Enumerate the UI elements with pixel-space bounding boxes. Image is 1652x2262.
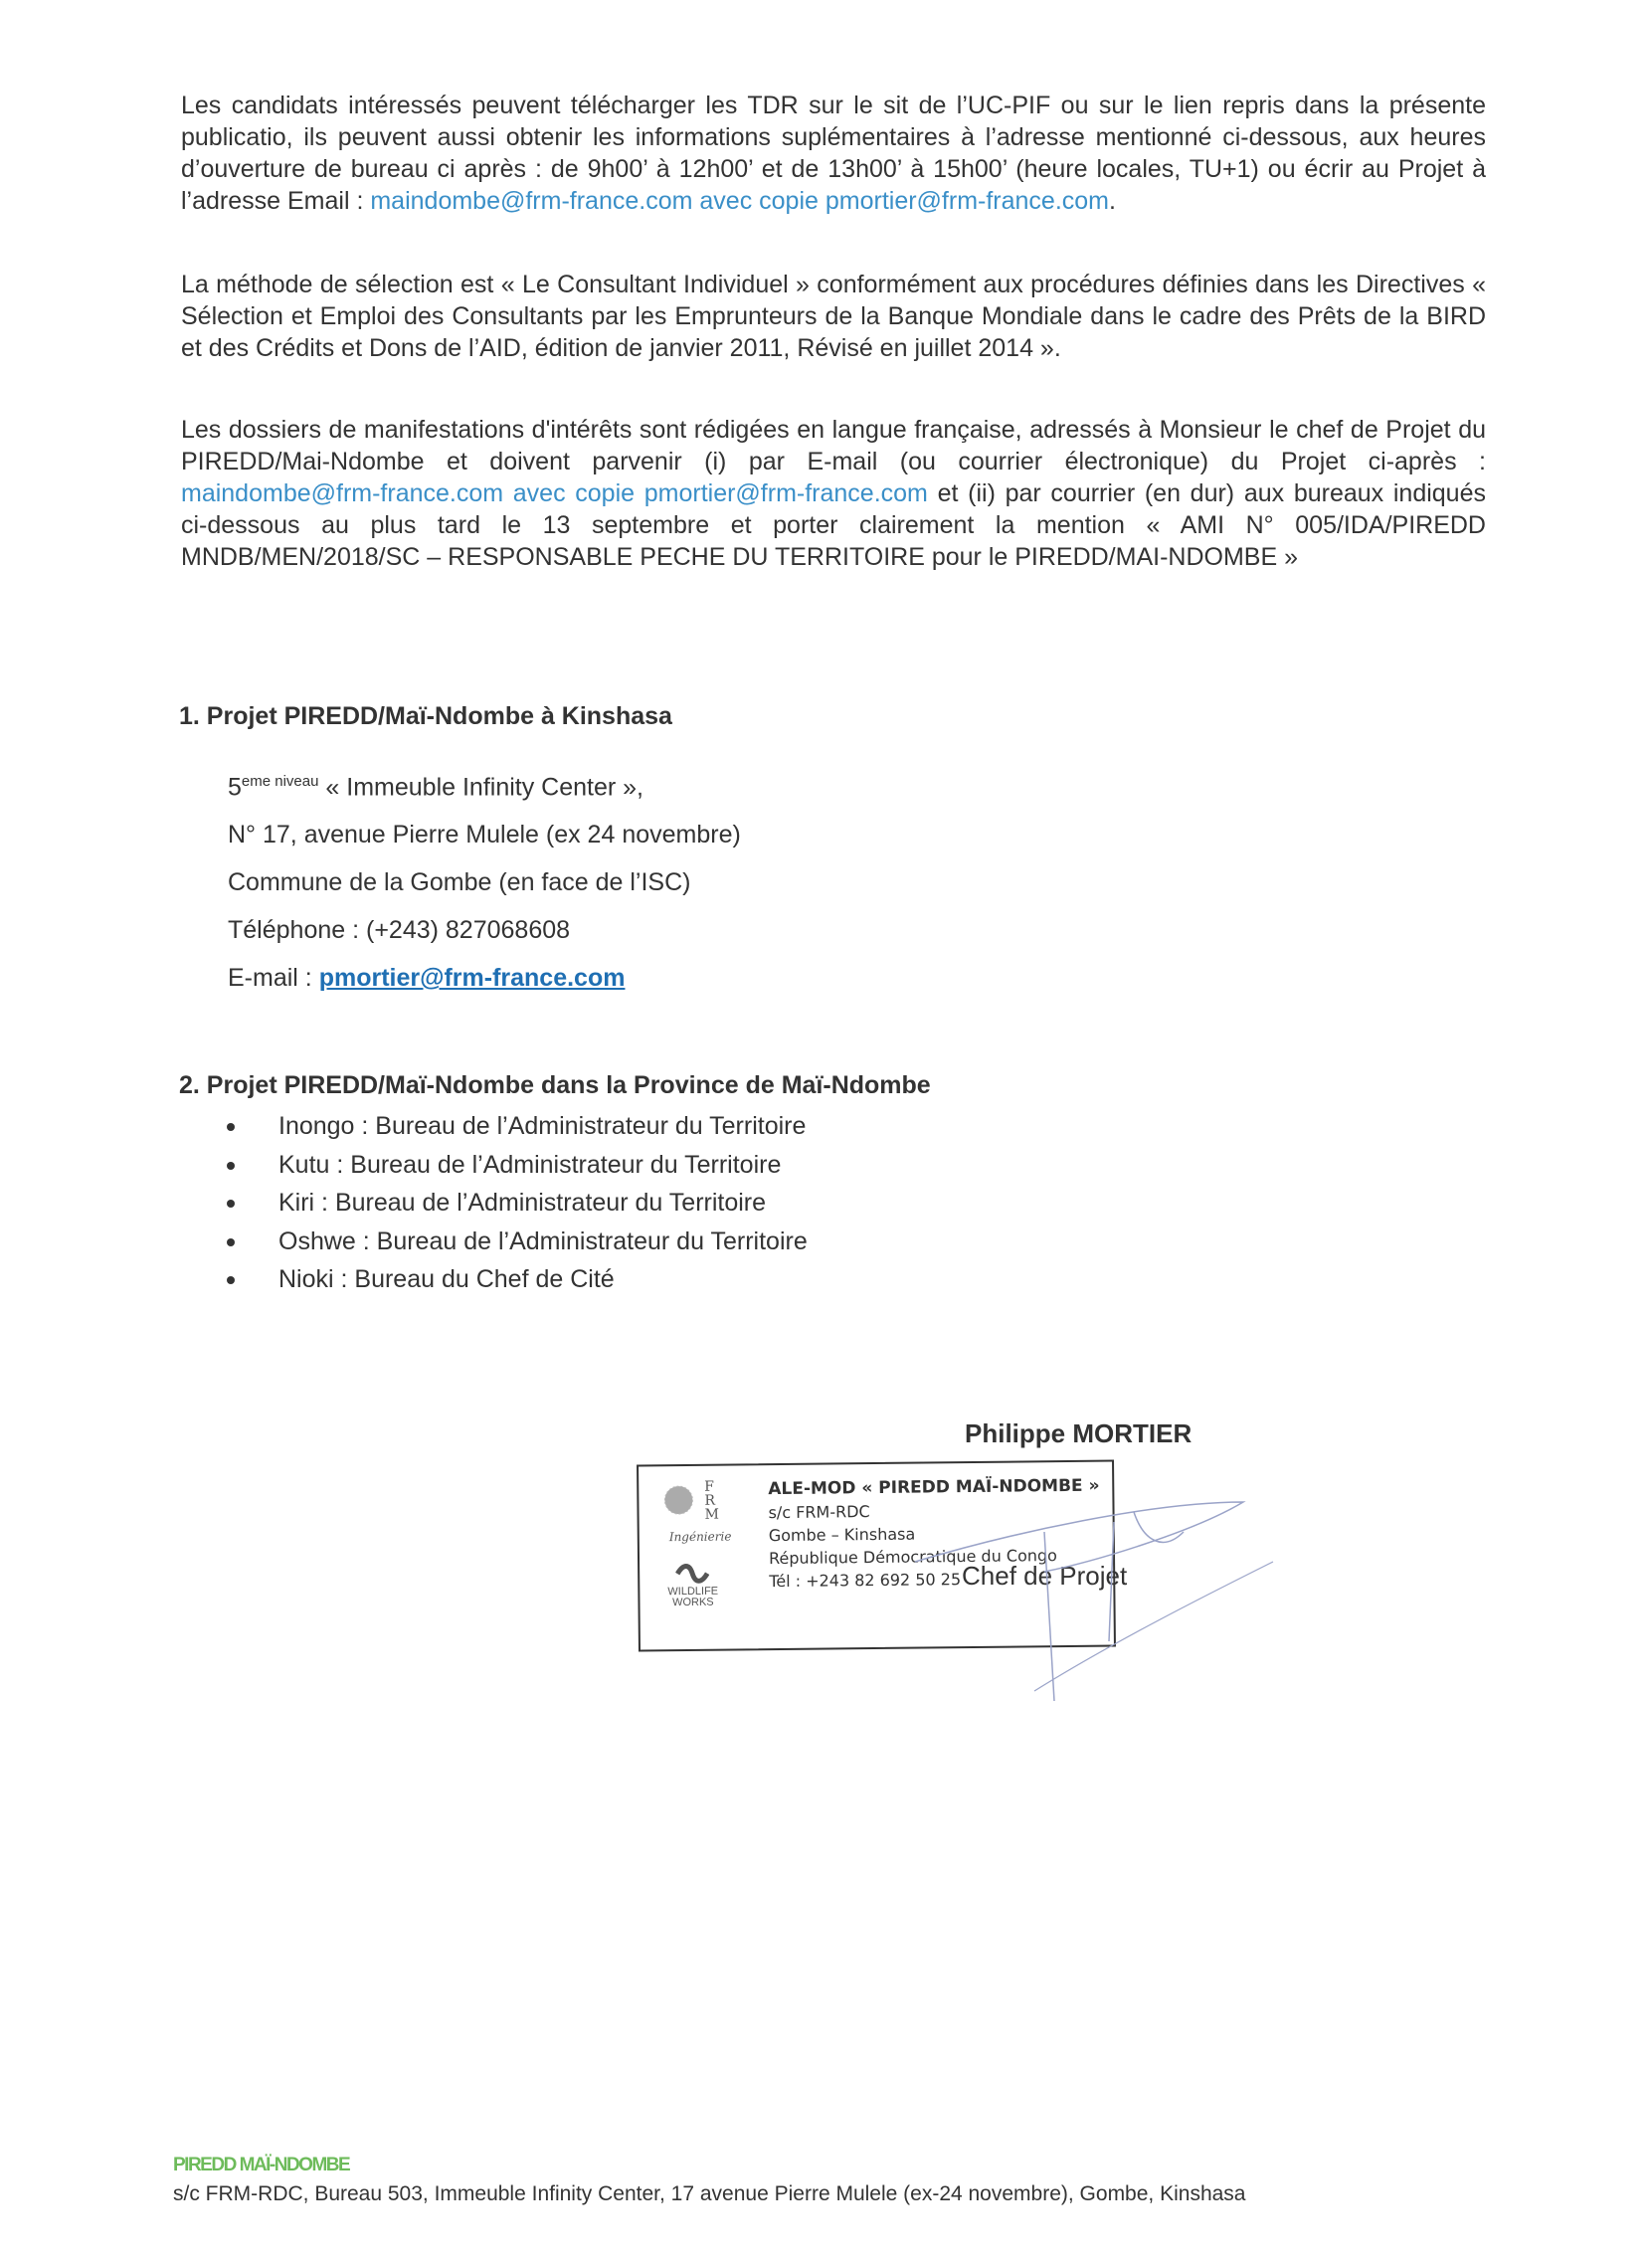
paragraph-text: Les dossiers de manifestations d'intérêts sont rédigées en langue française, adressés à Monsieur le chef de Projet du PIREDD/Mai-Ndombe et doivent parvenir (i) par E-mail (ou courrier électronique) du Projet ci-après :	[181, 416, 1486, 475]
stamp-line: s/c FRM-RDC	[768, 1502, 870, 1523]
office-list	[225, 1107, 808, 1299]
list-item: Kiri : Bureau de l’Administrateur du Territoire	[225, 1184, 808, 1223]
wave-icon	[675, 1564, 709, 1584]
floor-number: 5	[228, 773, 242, 802]
stamp-line: Gombe – Kinshasa	[768, 1524, 916, 1546]
list-item: Inongo : Bureau de l’Administrateur du Territoire	[225, 1107, 808, 1146]
paragraph-text: Les candidats intéressés peuvent télécharger les TDR sur le sit de l’UC-PIF ou sur le lien repris dans la présente publicatio, ils peuvent aussi obtenir les informations suplémentaires à l’adresse mentionné ci-dessous, aux heures d’ouverture de bureau ci après : de 9h00’ à 12h00’ et de 13h00’ à 15h00’ (heure locales, TU+1) ou écrir au Projet à l’adresse Email :	[181, 92, 1486, 215]
wildlife-works-logo: WILDLIFE WORKS	[667, 1564, 718, 1609]
email-link[interactable]: maindombe@frm-france.com avec copie pmortier@frm-france.com	[370, 187, 1109, 215]
paragraph-text: et (ii) par courrier (en dur) aux bureaux indiqués ci-dessous au plus tard le 13 septembre et porter clairement la mention « AMI N° 005/IDA/PIREDD MNDB/MEN/2018/SC – RESPONSABLE PECHE DU TERRITOIRE pour le PIREDD/MAI-NDOMBE »	[181, 479, 1486, 571]
globe-icon	[658, 1480, 702, 1520]
floor-suffix: eme niveau	[241, 773, 319, 790]
list-item: Oshwe : Bureau de l’Administrateur du Territoire	[225, 1223, 808, 1261]
frm-logo: F R M Ingénierie	[658, 1480, 729, 1551]
footer-address: s/c FRM-RDC, Bureau 503, Immeuble Infinity Center, 17 avenue Pierre Mulele (ex-24 novembre), Gombe, Kinshasa	[173, 2182, 1246, 2205]
signatory-name: Philippe MORTIER	[965, 1418, 1193, 1448]
email-label: E-mail :	[228, 964, 319, 993]
handwritten-signature	[895, 1472, 1293, 1711]
paragraph-text: .	[1109, 187, 1116, 215]
footer-brand: PIREDD MAÏ-NDOMBE	[173, 2155, 350, 2175]
signatory-role: Chef de Projet	[962, 1561, 1128, 1591]
kinshasa-address	[228, 758, 741, 1002]
section-heading-kinshasa: 1. Projet PIREDD/Maï-Ndombe à Kinshasa	[179, 702, 672, 730]
section-heading-province: 2. Projet PIREDD/Maï-Ndombe dans la Province de Maï-Ndombe	[179, 1071, 931, 1099]
address-commune: Commune de la Gombe (en face de l’ISC)	[228, 868, 691, 897]
list-item: Kutu : Bureau de l’Administrateur du Territoire	[225, 1146, 808, 1185]
paragraph-selection-method: La méthode de sélection est « Le Consultant Individuel » conformément aux procédures définies dans les Directives « Sélection et Emploi des Consultants par les Emprunteurs de la Banque Mondiale dans le cadre des Prêts de la BIRD et des Crédits et Dons de l’AID, édition de janvier 2011, Révisé en juillet 2014 ».	[181, 271, 1486, 362]
building-name: « Immeuble Infinity Center »,	[318, 773, 644, 802]
paragraph-tdr	[181, 90, 1486, 217]
email-link[interactable]: maindombe@frm-france.com avec copie pmortier@frm-france.com	[181, 479, 928, 507]
address-email	[228, 954, 741, 1002]
address-floor	[228, 758, 741, 811]
address-phone: Téléphone : (+243) 827068608	[228, 916, 571, 945]
stamp-line: République Démocratique du Congo	[768, 1546, 1058, 1569]
address-street: N° 17, avenue Pierre Mulele (ex 24 novembre)	[228, 821, 741, 849]
stamp-title: ALE-MOD « PIREDD MAÏ-NDOMBE »	[768, 1475, 1100, 1500]
list-item: Nioki : Bureau du Chef de Cité	[225, 1260, 808, 1299]
paragraph-dossiers	[181, 414, 1486, 573]
stamp-phone: Tél : +243 82 692 50 25	[769, 1570, 962, 1592]
email-link[interactable]: pmortier@frm-france.com	[318, 964, 626, 993]
